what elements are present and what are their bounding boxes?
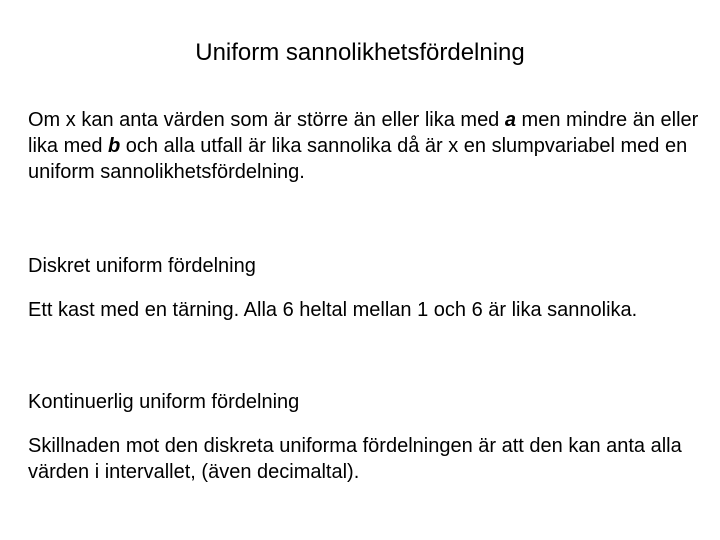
discrete-heading: Diskret uniform fördelning: [28, 255, 256, 277]
variable-b: b: [108, 135, 121, 157]
variable-a: a: [504, 109, 516, 131]
slide-title: Uniform sannolikhetsfördelning: [195, 39, 525, 66]
intro-text-part1: Om x kan anta värden som är större än eller lika med: [28, 109, 505, 131]
continuous-heading: Kontinuerlig uniform fördelning: [28, 391, 300, 413]
continuous-text: Skillnaden mot den diskreta uniforma fördelningen är att den kan anta alla värden i intervallet, (även decimaltal).: [28, 435, 682, 483]
intro-text-part2: men mindre än eller lika med: [28, 109, 699, 157]
discrete-text: Ett kast med en tärning. Alla 6 heltal mellan 1 och 6 är lika sannolika.: [28, 299, 638, 321]
intro-paragraph: [28, 107, 708, 185]
intro-text-part3: och alla utfall är lika sannolika då är x en slumpvariabel med en uniform sannolikhetsfördelning.: [28, 135, 688, 183]
